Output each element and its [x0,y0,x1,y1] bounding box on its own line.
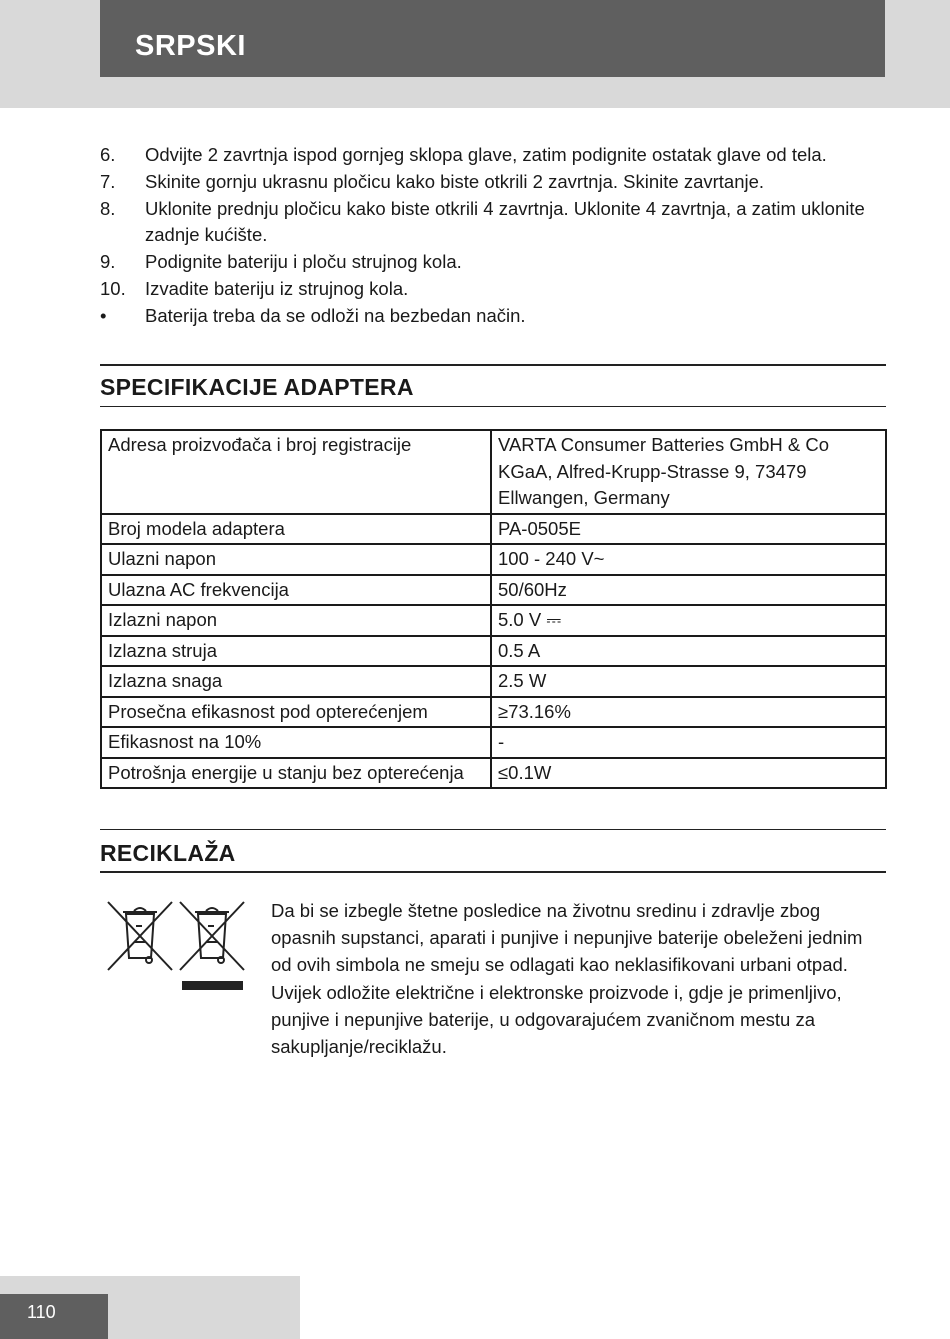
spec-label: Izlazni napon [101,605,491,636]
spec-label: Adresa proizvođača i broj registracije [101,430,491,514]
step-text: Uklonite prednju pločicu kako biste otkrili 4 zavrtnja. Uklonite 4 zavrtnja, a zatim uklonite zadnje kućište. [145,197,865,246]
page-number-box [0,1294,108,1339]
step-text: Skinite gornju ukrasnu pločicu kako biste otkrili 2 zavrtnja. Skinite zavrtanje. [145,170,765,192]
spec-value: - [491,727,886,758]
crossed-bin-icon [106,898,248,994]
spec-value: 0.5 A [491,636,886,667]
spec-label: Efikasnost na 10% [101,727,491,758]
spec-value: 5.0 V ⎓ [491,605,886,636]
spec-label: Potrošnja energije u stanju bez opterećenja [101,758,491,789]
step-text: Izvadite bateriju iz strujnog kola. [145,277,409,299]
step-number: 6. [100,144,116,165]
table-row [101,605,886,636]
spec-label: Ulazni napon [101,544,491,575]
spec-label: Prosečna efikasnost pod opterećenjem [101,697,491,728]
list-item [100,196,890,250]
spec-label: Izlazna struja [101,636,491,667]
section-rule-top [100,364,886,366]
list-item [100,249,890,276]
table-row [101,636,886,667]
step-number: 8. [100,197,116,219]
page-number: 110 [27,1302,56,1322]
list-item [100,169,890,196]
recycling-text: Da bi se izbegle štetne posledice na životnu sredinu i zdravlje zbog opasnih supstanci, aparati i punjive i nepunjive baterije obeleženi jednim od ovih simbola ne smeju se odlagati kao neklasifikovani urbani otpad. Uvijek odložite električne i elektronske proizvode i, gdje je primenljivo, punjive i nepunjive baterije, u odgovarajućem zvaničnom mestu za sakupljanje/reciklažu. [271,900,863,1058]
spec-value: PA-0505E [491,514,886,545]
bullet: • [100,304,107,326]
step-number: 9. [100,251,116,273]
step-number: 7. [100,170,116,192]
spec-value: 50/60Hz [491,575,886,606]
list-item [100,276,890,303]
list-item [100,303,890,330]
table-row [101,727,886,758]
spec-value: ≥73.16% [491,697,886,728]
steps-list [100,142,890,330]
spec-label: Ulazna AC frekvencija [101,575,491,606]
table-row [101,575,886,606]
section-rule-top [100,829,886,830]
step-number: 10. [100,277,126,299]
spec-label: Broj modela adaptera [101,514,491,545]
language-header [100,0,885,77]
spec-value: 2.5 W [491,666,886,697]
table-row [101,758,886,789]
list-item [100,142,890,169]
step-text: Podignite bateriju i ploču strujnog kola. [145,251,462,273]
step-text: Odvijte 2 zavrtnja ispod gornjeg sklopa glave, zatim podignite ostatak glave od tela. [145,144,827,165]
table-row [101,514,886,545]
spec-section-title: SPECIFIKACIJE ADAPTERA [100,374,414,400]
recycling-symbols [106,898,248,994]
spec-value: VARTA Consumer Batteries GmbH & Co KGaA, Alfred-Krupp-Strasse 9, 73479 Ellwangen, Germany [491,430,886,514]
table-row [101,666,886,697]
spec-value: ≤0.1W [491,758,886,789]
section-rule-bottom [100,406,886,407]
language-title: SRPSKI [135,30,246,62]
spec-table [100,429,887,789]
spec-label: Izlazna snaga [101,666,491,697]
underline-bar [182,981,243,990]
recycling-section-title: RECIKLAŽA [100,840,236,866]
section-rule-bottom [100,871,886,873]
table-row [101,544,886,575]
spec-value: 100 - 240 V~ [491,544,886,575]
table-row [101,430,886,514]
table-row [101,697,886,728]
step-text: Baterija treba da se odloži na bezbedan način. [145,304,526,326]
